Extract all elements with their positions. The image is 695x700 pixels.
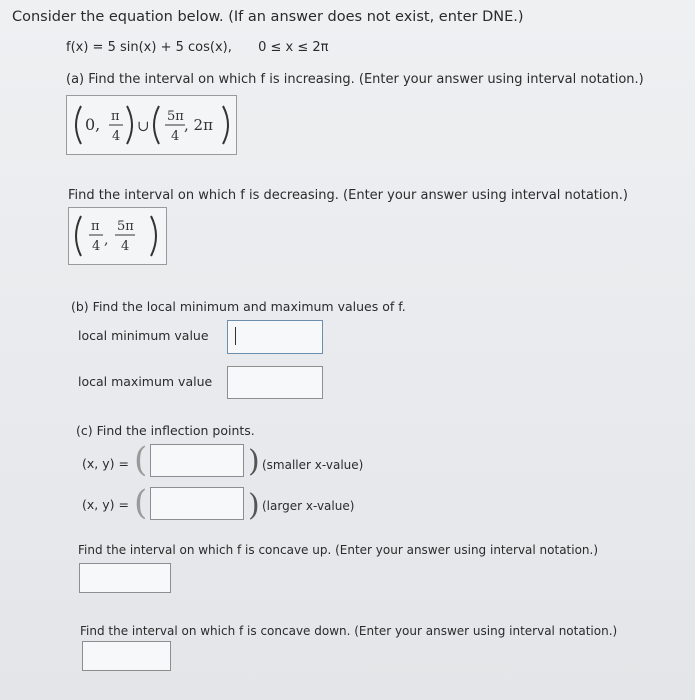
second-frac-den: 4 xyxy=(171,129,180,144)
first-interval-start: 0, xyxy=(85,115,101,134)
function-definition: f(x) = 5 sin(x) + 5 cos(x), xyxy=(66,40,232,55)
right-frac-den: 4 xyxy=(121,239,130,254)
inflection-1-input[interactable] xyxy=(150,444,244,477)
big-paren-left-2 xyxy=(154,106,159,144)
decreasing-interval-formula xyxy=(69,208,166,264)
local-max-input[interactable] xyxy=(227,366,323,399)
left-frac-den: 4 xyxy=(92,239,101,254)
second-interval-end: , 2π xyxy=(184,116,213,134)
second-frac-num: 5π xyxy=(167,109,184,124)
function-equation xyxy=(66,40,329,55)
big-paren-right xyxy=(151,216,156,256)
local-max-label: local maximum value xyxy=(78,374,213,389)
interval-comma: , xyxy=(104,232,109,248)
right-frac-num: 5π xyxy=(117,219,134,234)
inflection-2-input[interactable] xyxy=(150,487,244,520)
smaller-x-note: (smaller x-value) xyxy=(262,458,364,472)
big-paren-left xyxy=(76,106,81,144)
larger-x-note: (larger x-value) xyxy=(262,499,355,513)
decreasing-question: Find the interval on which f is decreasing. (Enter your answer using interval notation.) xyxy=(68,188,628,203)
first-frac-num: π xyxy=(111,109,120,124)
union-symbol: ∪ xyxy=(137,117,150,135)
local-min-input[interactable] xyxy=(227,320,323,354)
big-paren-left xyxy=(76,216,81,256)
inflection-1-paren-left: ( xyxy=(134,440,148,480)
inflection-2-paren-right: ) xyxy=(248,488,260,523)
concave-down-input[interactable] xyxy=(82,641,171,671)
part-a-question: (a) Find the interval on which f is increasing. (Enter your answer using interval notation.) xyxy=(66,72,644,87)
big-paren-right-1 xyxy=(127,106,132,144)
increasing-interval-formula xyxy=(67,96,236,154)
concave-up-question: Find the interval on which f is concave up. (Enter your answer using interval notation.) xyxy=(78,543,599,557)
big-paren-right-2 xyxy=(223,106,228,144)
problem-intro: Consider the equation below. (If an answer does not exist, enter DNE.) xyxy=(12,9,524,25)
inflection-2-paren-left: ( xyxy=(134,483,148,523)
left-frac-num: π xyxy=(91,219,100,234)
concave-down-question: Find the interval on which f is concave down. (Enter your answer using interval notation.) xyxy=(80,624,618,638)
text-caret xyxy=(235,327,236,345)
function-domain: 0 ≤ x ≤ 2π xyxy=(258,40,329,55)
inflection-1-label: (x, y) = xyxy=(82,456,129,471)
part-c-question: (c) Find the inflection points. xyxy=(76,423,255,438)
local-min-label: local minimum value xyxy=(78,328,209,343)
concave-up-input[interactable] xyxy=(79,563,171,593)
inflection-1-paren-right: ) xyxy=(248,444,260,479)
inflection-2-label: (x, y) = xyxy=(82,497,129,512)
increasing-answer-box[interactable] xyxy=(66,95,237,155)
first-frac-den: 4 xyxy=(112,129,121,144)
decreasing-answer-box[interactable] xyxy=(68,207,167,265)
part-b-question: (b) Find the local minimum and maximum values of f. xyxy=(71,299,406,314)
